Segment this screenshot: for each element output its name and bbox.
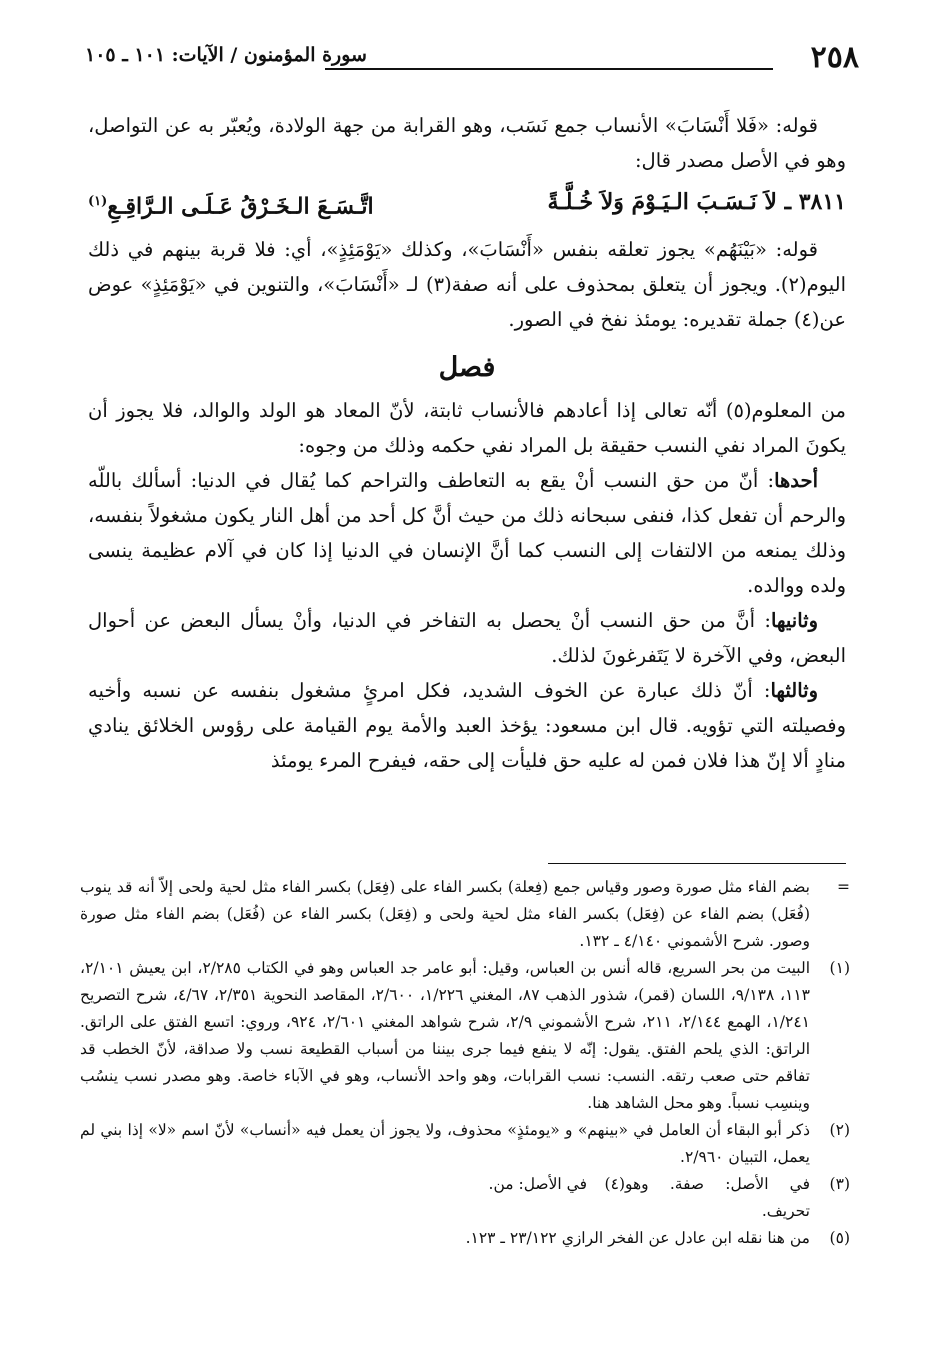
footnote-continued xyxy=(80,874,850,955)
footnote-1 xyxy=(80,955,850,1117)
header-rule xyxy=(325,68,773,70)
footnote-mark: = xyxy=(837,878,850,896)
footnote-separator xyxy=(548,863,846,864)
footnote-text: في الأصل: صفة. وهو تحريف. xyxy=(625,1175,810,1220)
footnote-text: بضم الفاء مثل صورة وصور وقياس جمع (فِعلة) بكسر الفاء على (فِعَل) بكسر الفاء مثل لحية ولحى إلاّ أنه قد ينوب (فُعَل) بضم الفاء عن (فِعَل) بكسر الفاء مثل لحية ولحى و (فِعَل) بكسر الفاء عن (فُعَل) بضم الفاء مثل صورة وصور. شرح الأشموني ٤/١٤٠ ـ ١٣٢. xyxy=(80,878,810,950)
footnote-text: ذكر أبو البقاء أن العامل في «بينهم» و «يومئذٍ» محذوف، ولا يجوز أن يعمل فيه «أنساب» لأنّ اسم «لا» إذا بني لم يعمل، التبيان ٢/٩٦٠. xyxy=(80,1121,810,1166)
section-title: فصل xyxy=(438,352,496,384)
lead-word: وثانيها xyxy=(770,609,818,633)
paragraph-second-reason: وثانيها: أنَّ من حق النسب أنْ يحصل به التفاخر في الدنيا، وأنْ يسأل البعض عن أحوال البعض، وفي الآخرة لا يَتَفرغونَ لذلك. xyxy=(88,609,846,668)
paragraph-first-reason: أحدها: أنّ من حق النسب أنْ يقع به التعاطف والتراحم كما يُقال في الدنيا: أسألك باللّه والرحم أن تفعل كذا، فنفى سبحانه ذلك من حيث أنَّ كل أحد من أهل النار يكون مشغولاً بنفسه، وذلك يمنعه من الالتفات إلى النسب كما أنَّ الإنسان في الدنيا إذا كان في آلام عظيمة ينسى ولده ووالده. xyxy=(88,469,846,598)
verse-first-hemistich: ٣٨١١ ـ لاَ نَـسَـبَ الـيَـوْمَ وَلاَ خُـلَّـةً xyxy=(547,189,846,215)
lead-word: أحدها xyxy=(774,469,818,493)
footnote-mark: (٣) xyxy=(829,1175,850,1193)
footnote-mark: (٥) xyxy=(829,1229,850,1247)
running-title: سورة المؤمنون / الآيات: ١٠١ ـ ١٠٥ xyxy=(85,44,367,66)
footnote-text: من هنا نقله ابن عادل عن الفخر الرازي ٢٣/١٢٢ ـ ١٢٣. xyxy=(465,1229,810,1247)
poetry-verse xyxy=(88,180,846,228)
footnotes xyxy=(80,874,850,1252)
main-text xyxy=(88,108,846,778)
footnote-text: في الأصل: من. xyxy=(488,1175,587,1193)
paragraph-third-reason: وثالثها: أنّ ذلك عبارة عن الخوف الشديد، فكل امرئٍ مشغول بنفسه عن نسبه وأخيه وفصيلته التي تؤويه. قال ابن مسعود: يؤخذ العبد والأمة يوم القيامة على رؤوس الخلائق ينادي منادٍ ألا إنّ هذا فلان فمن له عليه حق فليأت إلى حقه، فيفرح المرء يومئذ xyxy=(88,679,846,773)
page-number: ٢٥٨ xyxy=(810,40,859,75)
footnote-mark: (٢) xyxy=(829,1121,850,1139)
footnote-5 xyxy=(80,1225,850,1252)
footnote-mark: (١) xyxy=(829,959,850,977)
paragraph-3: من المعلوم(٥) أنّه تعالى إذا أعادهم فالأنساب ثابتة، لأنّ المعاد هو الولد والوالد، فلا يجوز أن يكونَ المراد نفي النسب حقيقة بل المراد نفي حكمه وذلك من وجوه: xyxy=(88,399,846,458)
lead-word: وثالثها xyxy=(770,679,818,703)
footnote-mark: (٤) xyxy=(604,1175,625,1193)
paragraph-1: قوله: «فَلا أَنْسَابَ» الأنساب جمع نَسَب، وهو القرابة من جهة الولادة، ويُعبّر به عن التواصل، وهو في الأصل مصدر قال: xyxy=(88,114,846,172)
footnote-text: البيت من بحر السريع، قاله أنس بن العباس، وقيل: أبو عامر جد العباس وهو في الكتاب ٢/٢٨٥، ابن يعيش ٢/١٠١، ١١٣، ٩/١٣٨، اللسان (قمر)، شذور الذهب ٨٧، المغني ١/٢٢٦، ٢/٦٠٠، المقاصد النحوية ٢/٣٥١، ٤/٦٧، شرح التصريح ١/٢٤١، الهمع ٢/١٤٤، ٢١١، شرح الأشموني ٢/٩، شرح شواهد المغني ٢/٦٠١، ٩٢٤، وروي: اتسع الفتق على الراتق. الراتق: الذي يلحم الفتق. يقول: إنّه لا ينفع فيما جرى بيننا من أسباب القطيعة نسب ولا صداقة، لأنّ الخطب قد تفاقم حتى صعب رتقه. النسب: نسب القرابات، وهو واحد الأنساب، وهو في الآباء خاصة. وهو مصدر نسب ينسُب وينسِب نسباً. وهو محل الشاهد هنا. xyxy=(80,959,811,1112)
footnote-3-4 xyxy=(80,1171,850,1225)
verse-second-hemistich: اتَّـسَـعَ الـخَـرْقُ عَـلَـى الـرَّاقِـعِ$^{(١)}$ xyxy=(88,193,374,220)
verse-footnote-mark: (١) xyxy=(88,194,108,209)
page-header xyxy=(85,40,859,76)
footnote-2 xyxy=(80,1117,850,1171)
paragraph-2: قوله: «بَيْنَهُم» يجوز تعلقه بنفس «أَنْسَابَ»، وكذلك «يَوْمَئِذٍ»، أي: فلا قربة بينهم في ذلك اليوم(٢). ويجوز أن يتعلق بمحذوف على أنه صفة(٣) لـ «أَنْسَابَ»، والتنوين في «يَوْمَئِذٍ» عوض عن(٤) جملة تقديره: يومئذ نفخ في الصور. xyxy=(88,238,846,332)
